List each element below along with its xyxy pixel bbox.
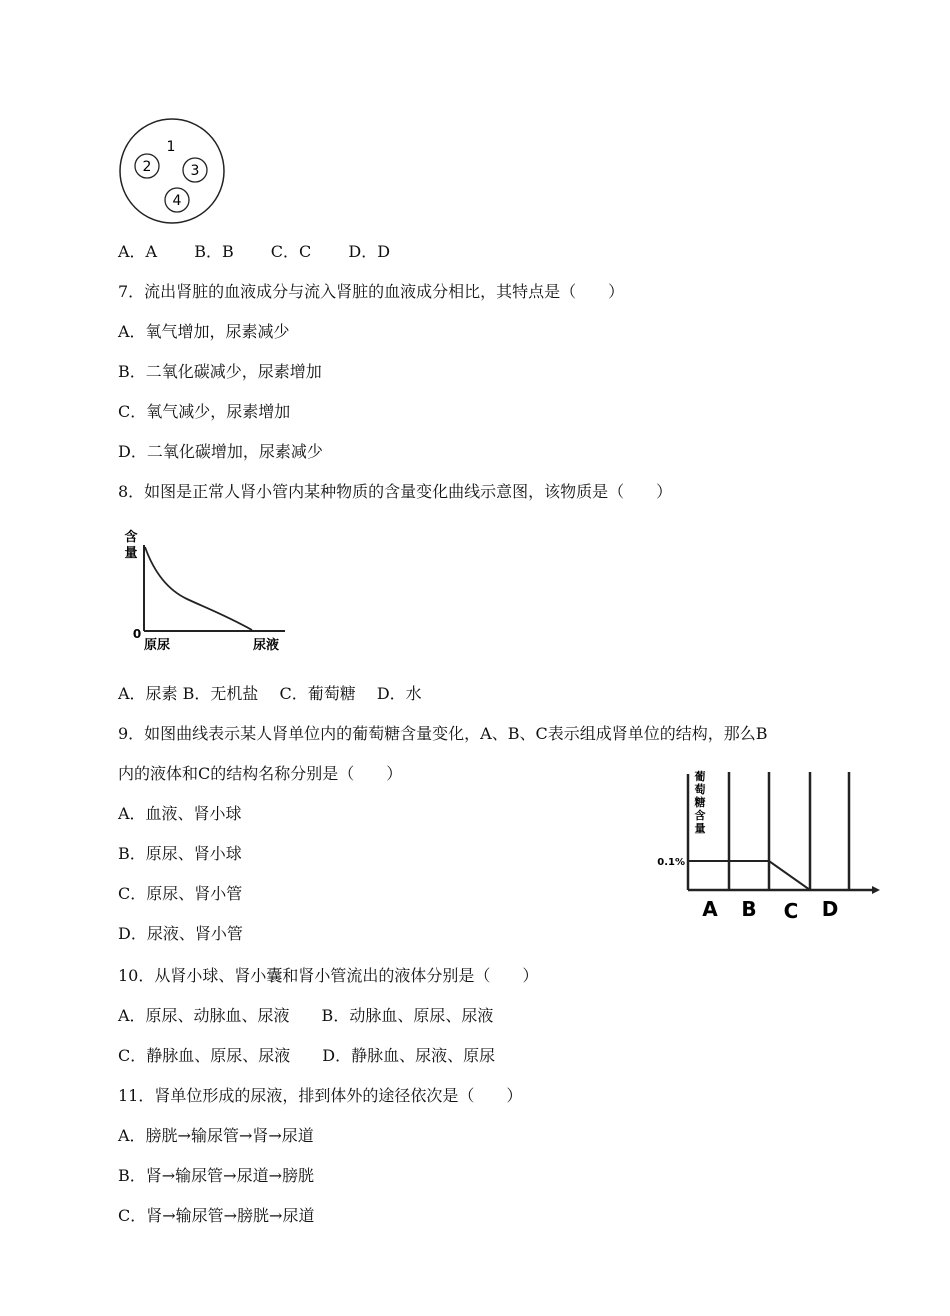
q11-option-a: A．膀胱→输尿管→肾→尿道 — [118, 1126, 314, 1145]
q9-x-axis-arrow — [872, 886, 880, 894]
q8-ylabel-char1: 含 — [124, 530, 138, 545]
q7-option-d: D．二氧化碳增加，尿素减少 — [118, 442, 323, 461]
q8-options: A．尿素 B．无机盐 C．葡萄糖 D．水 — [118, 684, 422, 703]
q7-option-b: B．二氧化碳减少，尿素增加 — [118, 362, 322, 381]
q9-question-line2: 内的液体和C的结构名称分别是（ ） — [118, 764, 403, 783]
q8-ylabel-char2: 量 — [124, 546, 138, 561]
q9-ylabel-char: 含 — [694, 809, 706, 822]
q10-options-row2: C．静脉血、原尿、尿液 D．静脉血、尿液、原尿 — [118, 1046, 496, 1065]
q9-category-d: D — [821, 897, 839, 921]
label-2: 2 — [142, 159, 152, 175]
q9-option-b: B．原尿、肾小球 — [118, 844, 242, 863]
q7-option-c: C．氧气减少，尿素增加 — [118, 402, 291, 421]
q9-category-a: A — [702, 897, 718, 921]
q9-option-a: A．血液、肾小球 — [118, 804, 242, 823]
q9-ylabel-char: 糖 — [694, 796, 706, 809]
q9-question-line1: 9．如图曲线表示某人肾单位内的葡萄糖含量变化，A、B、C表示组成肾单位的结构，那么B — [118, 724, 768, 743]
q8-origin: 0 — [132, 627, 142, 641]
q6-options: A．A B．B C．C D．D — [118, 242, 391, 261]
q8-content-curve-chart — [115, 525, 295, 660]
q9-ylabel-char: 葡 — [694, 770, 706, 783]
label-3: 3 — [190, 163, 200, 179]
q9-glucose-line — [688, 861, 810, 890]
q9-category-c: C — [783, 899, 799, 923]
q10-options-row1: A．原尿、动脉血、尿液 B．动脉血、原尿、尿液 — [118, 1006, 494, 1025]
q8-question: 8．如图是正常人肾小管内某种物质的含量变化曲线示意图，该物质是（ ） — [118, 482, 673, 501]
q11-option-b: B．肾→输尿管→尿道→膀胱 — [118, 1166, 314, 1185]
cell-structure-figure — [115, 118, 231, 228]
q9-category-b: B — [741, 897, 757, 921]
label-4: 4 — [172, 193, 182, 209]
q9-option-d: D．尿液、肾小管 — [118, 924, 243, 943]
q8-x-end: 尿液 — [252, 638, 280, 653]
q10-question: 10．从肾小球、肾小囊和肾小管流出的液体分别是（ ） — [118, 966, 539, 985]
q9-ylabel-char: 萄 — [694, 783, 706, 796]
q9-ylabel-char: 量 — [694, 822, 706, 835]
q9-ylabel — [695, 769, 706, 835]
q9-ytick: 0.1% — [657, 857, 685, 868]
label-1: 1 — [166, 139, 176, 155]
q9-option-c: C．原尿、肾小管 — [118, 884, 243, 903]
q8-x-start: 原尿 — [143, 638, 171, 653]
q9-glucose-chart — [648, 768, 880, 926]
q8-curve — [145, 547, 252, 630]
q11-option-c: C．肾→输尿管→膀胱→尿道 — [118, 1206, 315, 1225]
q7-question: 7．流出肾脏的血液成分与流入肾脏的血液成分相比，其特点是（ ） — [118, 282, 625, 301]
q11-question: 11．肾单位形成的尿液，排到体外的途径依次是（ ） — [118, 1086, 523, 1105]
q7-option-a: A．氧气增加，尿素减少 — [118, 322, 290, 341]
